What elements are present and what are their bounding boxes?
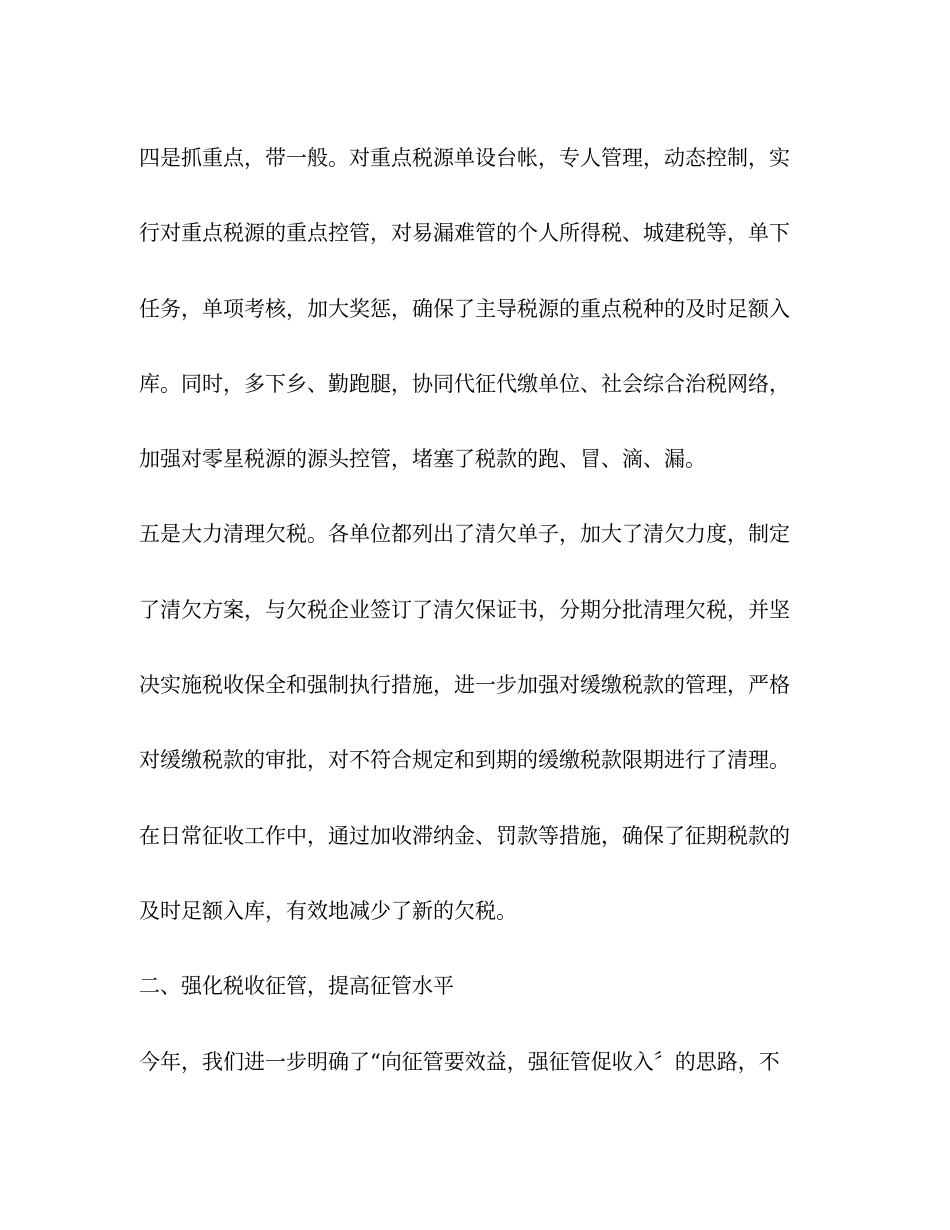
text-line-2: 行对重点税源的重点控管，对易漏难管的个人所得税、城建税等，单下 [139, 221, 790, 246]
text-line-6: 五是大力清理欠税。各单位都列出了清欠单子，加大了清欠力度，制定 [139, 522, 790, 547]
text-line-9: 对缓缴税款的审批，对不符合规定和到期的缓缴税款限期进行了清理。 [139, 748, 790, 773]
text-line-5: 加强对零星税源的源头控管，堵塞了税款的跑、冒、滴、漏。 [139, 447, 706, 472]
text-line-13: 今年，我们进一步明确了“向征管要效益，强征管促收入〞的思路，不 [139, 1049, 780, 1074]
text-line-3: 任务，单项考核，加大奖惩，确保了主导税源的重点税种的及时足额入 [139, 296, 790, 321]
text-line-4: 库。同时，多下乡、勤跑腿，协同代征代缴单位、社会综合治税网络， [139, 371, 790, 396]
document-body [139, 135, 819, 1114]
text-line-7: 了清欠方案，与欠税企业签订了清欠保证书，分期分批清理欠税，并坚 [139, 597, 790, 622]
text-line-8: 决实施税收保全和强制执行措施，进一步加强对缓缴税款的管理，严格 [139, 673, 790, 698]
text-line-11: 及时足额入库，有效地减少了新的欠税。 [139, 898, 517, 923]
section-heading: 二、强化税收征管，提高征管水平 [139, 974, 454, 999]
text-line-1: 四是抓重点，带一般。对重点税源单设台帐，专人管理，动态控制，实 [139, 146, 790, 170]
text-line-10: 在日常征收工作中，通过加收滞纳金、罚款等措施，确保了征期税款的 [139, 823, 790, 848]
